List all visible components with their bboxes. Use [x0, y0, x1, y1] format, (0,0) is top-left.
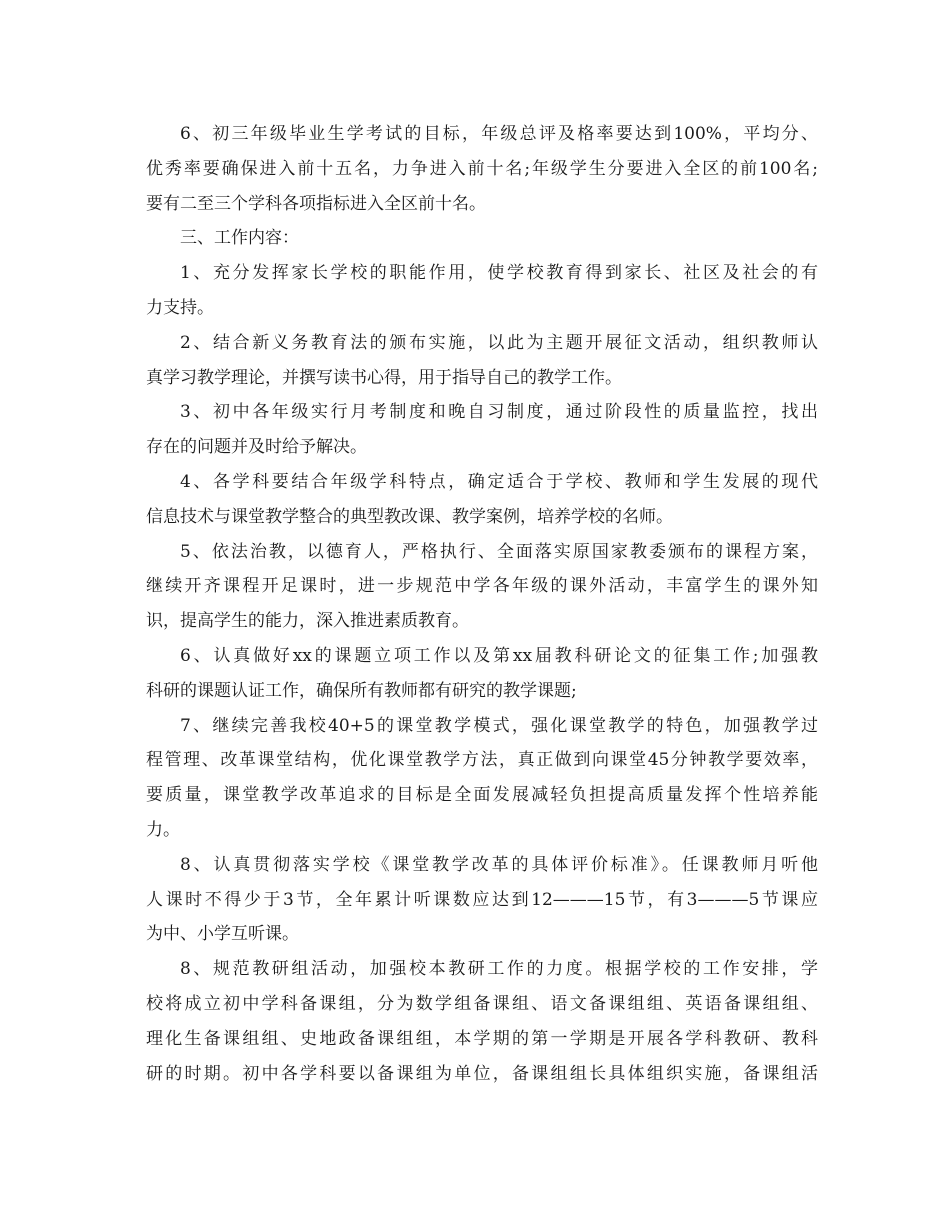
paragraph-line: 要有二至三个学科各项指标进入全区前十名。	[146, 193, 486, 214]
paragraph-line: 校将成立初中学科备课组，分为数学组备课组、语文备课组组、英语备课组组、	[146, 993, 818, 1014]
paragraph-line: 识，提高学生的能力，深入推进素质教育。	[146, 611, 469, 632]
paragraph-line: 力。	[146, 819, 180, 840]
paragraph-line: 理化生备课组组、史地政备课组组，本学期的第一学期是开展各学科教研、教科	[146, 1028, 818, 1049]
paragraph-line: 2、结合新义务教育法的颁布实施，以此为主题开展征文活动，组织教师认	[180, 332, 818, 353]
paragraph-line: 程管理、改革课堂结构，优化课堂教学方法，真正做到向课堂45分钟教学要效率，	[146, 750, 818, 771]
paragraph-line: 5、依法治教，以德育人，严格执行、全面落实原国家教委颁布的课程方案，	[180, 541, 818, 562]
paragraph-line: 6、认真做好xx的课题立项工作以及第xx届教科研论文的征集工作;加强教	[180, 645, 818, 666]
paragraph-line: 要质量，课堂教学改革追求的目标是全面发展减轻负担提高质量发挥个性培养能	[146, 785, 818, 806]
document-body	[146, 117, 818, 1091]
paragraph-line: 存在的问题并及时给予解决。	[146, 437, 367, 458]
paragraph-line: 真学习教学理论，并撰写读书心得，用于指导自己的教学工作。	[146, 367, 622, 388]
paragraph-line: 信息技术与课堂教学整合的典型教改课、教学案例，培养学校的名师。	[146, 506, 673, 527]
paragraph-line: 6、初三年级毕业生学考试的目标，年级总评及格率要达到100%，平均分、	[180, 124, 818, 144]
paragraph-line: 人课时不得少于3节，全年累计听课数应达到12———15节，有3———5节课应	[146, 889, 818, 910]
paragraph-line: 8、规范教研组活动，加强校本教研工作的力度。根据学校的工作安排，学	[180, 959, 818, 980]
paragraph-line: 1、充分发挥家长学校的职能作用，使学校教育得到家长、社区及社会的有	[180, 263, 818, 284]
paragraph-line: 优秀率要确保进入前十五名，力争进入前十名;年级学生分要进入全区的前100名;	[146, 158, 818, 179]
paragraph-line: 科研的课题认证工作，确保所有教师都有研究的教学课题;	[146, 680, 577, 701]
paragraph-line: 力支持。	[146, 297, 214, 318]
paragraph-line: 研的时期。初中各学科要以备课组为单位，备课组组长具体组织实施，备课组活	[146, 1063, 818, 1084]
section-heading: 三、工作内容：	[180, 228, 299, 249]
paragraph-line: 7、继续完善我校40+5的课堂教学模式，强化课堂教学的特色，加强教学过	[180, 715, 818, 736]
paragraph-line: 4、各学科要结合年级学科特点，确定适合于学校、教师和学生发展的现代	[180, 471, 818, 492]
paragraph-line: 为中、小学互听课。	[146, 924, 299, 945]
paragraph-line: 3、初中各年级实行月考制度和晚自习制度，通过阶段性的质量监控，找出	[180, 402, 818, 423]
paragraph-line: 继续开齐课程开足课时，进一步规范中学各年级的课外活动，丰富学生的课外知	[146, 576, 818, 597]
paragraph-line: 8、认真贯彻落实学校《课堂教学改革的具体评价标准》。任课教师月听他	[180, 854, 818, 875]
